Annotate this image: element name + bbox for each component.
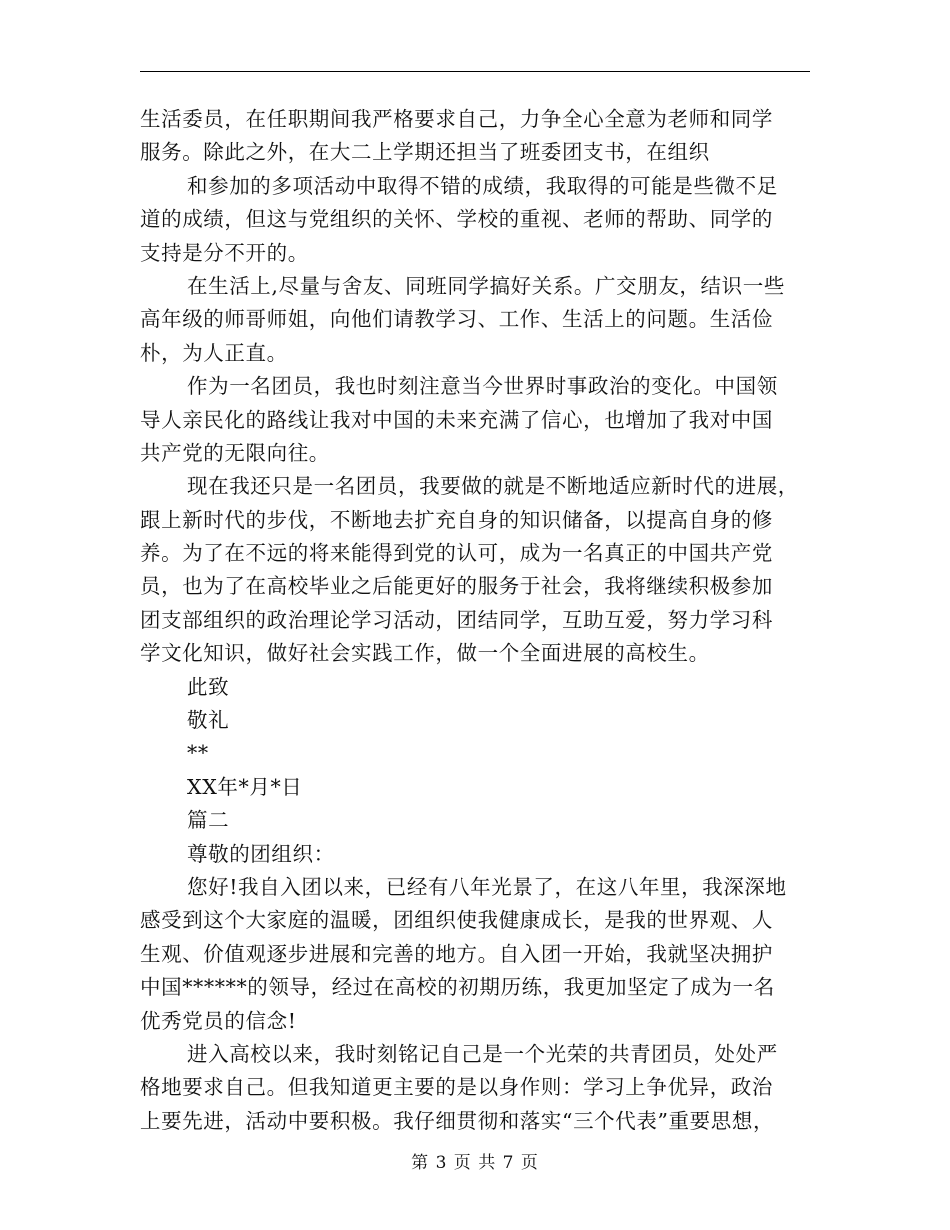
text-line: 优秀党员的信念! [140, 1008, 297, 1033]
text-line: 中国******的领导，经过在高校的初期历练，我更加坚定了成为一名 [140, 975, 775, 1000]
text-line: 篇二 [187, 808, 230, 833]
text-line: 现在我还只是一名团员，我要做的就是不断地适应新时代的进展， [187, 474, 799, 499]
document-body [140, 103, 820, 1138]
page-footer: 第 3 页 共 7 页 [411, 1153, 539, 1173]
text-line: 和参加的多项活动中取得不错的成绩，我取得的可能是些微不足 [187, 173, 778, 198]
text-line: 导人亲民化的路线让我对中国的未来充满了信心，也增加了我对中国 [140, 407, 773, 432]
text-line: 养。为了在不远的将来能得到党的认可，成为一名真正的中国共产党 [140, 541, 773, 566]
text-line: XX年*月*日 [187, 774, 303, 799]
text-line: 共产党的无限向往。 [140, 440, 330, 465]
text-line: 此致 [187, 674, 230, 699]
text-line: 敬礼 [187, 708, 230, 733]
text-line: 生活委员，在任职期间我严格要求自己，力争全心全意为老师和同学 [140, 107, 773, 131]
text-line: 服务。除此之外，在大二上学期还担当了班委团支书，在组织 [140, 140, 710, 165]
text-line: 团支部组织的政治理论学习活动，团结同学，互助互爱，努力学习科 [140, 607, 773, 632]
text-line: 跟上新时代的步伐，不断地去扩充自身的知识储备，以提高自身的修 [140, 507, 773, 532]
text-line: ** [187, 741, 209, 766]
text-line: 生观、价值观逐步进展和完善的地方。自入团一开始，我就坚决拥护 [140, 941, 773, 966]
text-line: 朴，为人正直。 [140, 340, 288, 365]
text-line: 支持是分不开的。 [140, 240, 309, 265]
text-line: 上要先进，活动中要积极。我仔细贯彻和落实“三个代表”重要思想， [140, 1108, 775, 1133]
text-line: 您好!我自入团以来，已经有八年光景了，在这八年里，我深深地 [187, 874, 787, 899]
text-line: 作为一名团员，我也时刻注意当今世界时事政治的变化。中国领 [187, 374, 778, 399]
text-line: 学文化知识，做好社会实践工作，做一个全面进展的高校生。 [140, 641, 710, 666]
text-line: 格地要求自己。但我知道更主要的是以身作则：学习上争优异，政治 [140, 1075, 773, 1100]
text-line: 在生活上,尽量与舍友、同班同学搞好关系。广交朋友，结识一些 [187, 273, 785, 298]
text-line: 高年级的师哥师姐，向他们请教学习、工作、生活上的问题。生活俭 [140, 307, 773, 332]
text-line: 道的成绩，但这与党组织的关怀、学校的重视、老师的帮助、同学的 [140, 207, 773, 232]
text-line: 尊敬的团组织： [187, 841, 335, 866]
text-line: 感受到这个大家庭的温暖，团组织使我健康成长，是我的世界观、人 [140, 908, 773, 933]
text-line: 员，也为了在高校毕业之后能更好的服务于社会，我将继续积极参加 [140, 574, 773, 599]
header-rule [140, 71, 810, 72]
text-line: 进入高校以来，我时刻铭记自己是一个光荣的共青团员，处处严 [187, 1041, 778, 1066]
